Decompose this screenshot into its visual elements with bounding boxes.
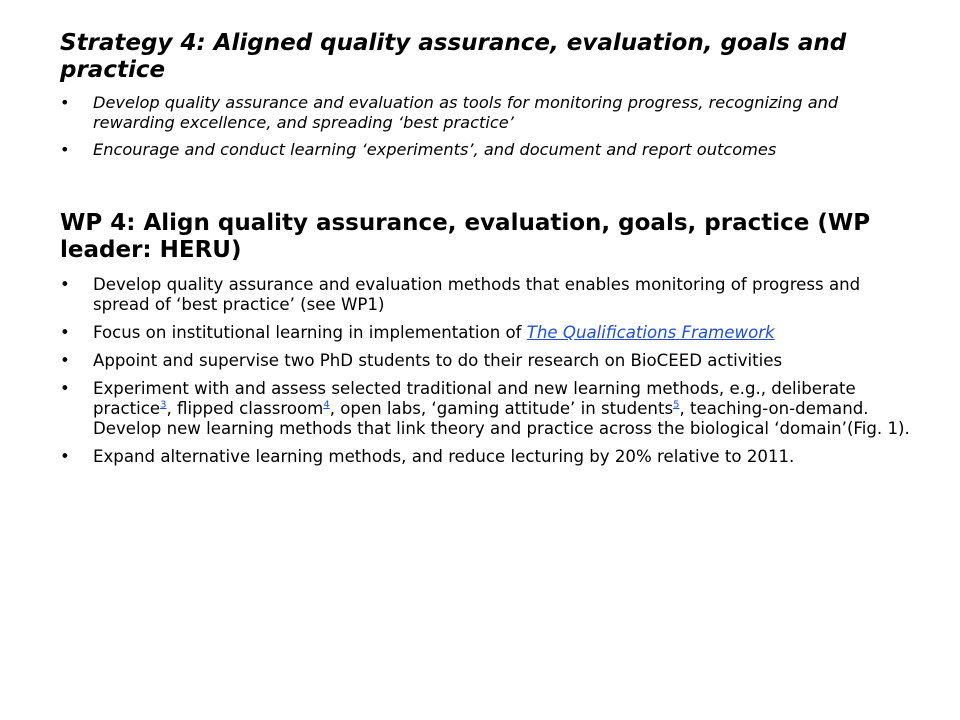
- strategy-section: [60, 30, 920, 160]
- strategy-bullet: • Develop quality assurance and evaluation as tools for monitoring progress, recognizing and rewarding excellence, and spreading ‘best practice’: [60, 93, 920, 133]
- bullet-text: , teaching-on-demand. Develop new learning methods that link theory and practice across the biological ‘domain’(Fig. 1).: [93, 399, 910, 438]
- wp-bullet-institutional-learning: [60, 323, 920, 343]
- strategy-bullet: • Encourage and conduct learning ‘experiments’, and document and report outcomes: [60, 140, 920, 160]
- bullet-text: Experiment with and assess selected traditional and new learning methods, e.g., deliberate practice: [93, 379, 856, 418]
- wp-title: WP 4: Align quality assurance, evaluation, goals, practice (WP leader: HERU): [60, 210, 871, 263]
- bullet-text: , flipped classroom: [166, 399, 324, 418]
- wp-bullet-list: [60, 275, 920, 467]
- strategy-title: Strategy 4: Aligned quality assurance, evaluation, goals and practice: [60, 30, 847, 83]
- footnote-ref-5[interactable]: 5: [673, 399, 680, 411]
- footnote-ref-4[interactable]: 4: [323, 399, 330, 411]
- wp-bullet-learning-methods: [60, 379, 920, 439]
- qualifications-framework-link[interactable]: The Qualifications Framework: [526, 323, 775, 342]
- bullet-text: Focus on institutional learning in implementation of: [93, 323, 527, 342]
- footnote-ref-3[interactable]: 3: [160, 399, 167, 411]
- wp-section: [60, 210, 920, 467]
- wp-bullet-reduce-lecturing: • Expand alternative learning methods, and reduce lecturing by 20% relative to 2011.: [60, 447, 920, 467]
- bullet-text: , open labs, ‘gaming attitude’ in students: [329, 399, 674, 418]
- wp-bullet-phd-students: • Appoint and supervise two PhD students to do their research on BioCEED activities: [60, 351, 920, 371]
- wp-bullet-quality-assurance: • Develop quality assurance and evaluation methods that enables monitoring of progress and spread of ‘best practice’ (see WP1): [60, 275, 920, 315]
- strategy-bullet-list: [60, 93, 920, 160]
